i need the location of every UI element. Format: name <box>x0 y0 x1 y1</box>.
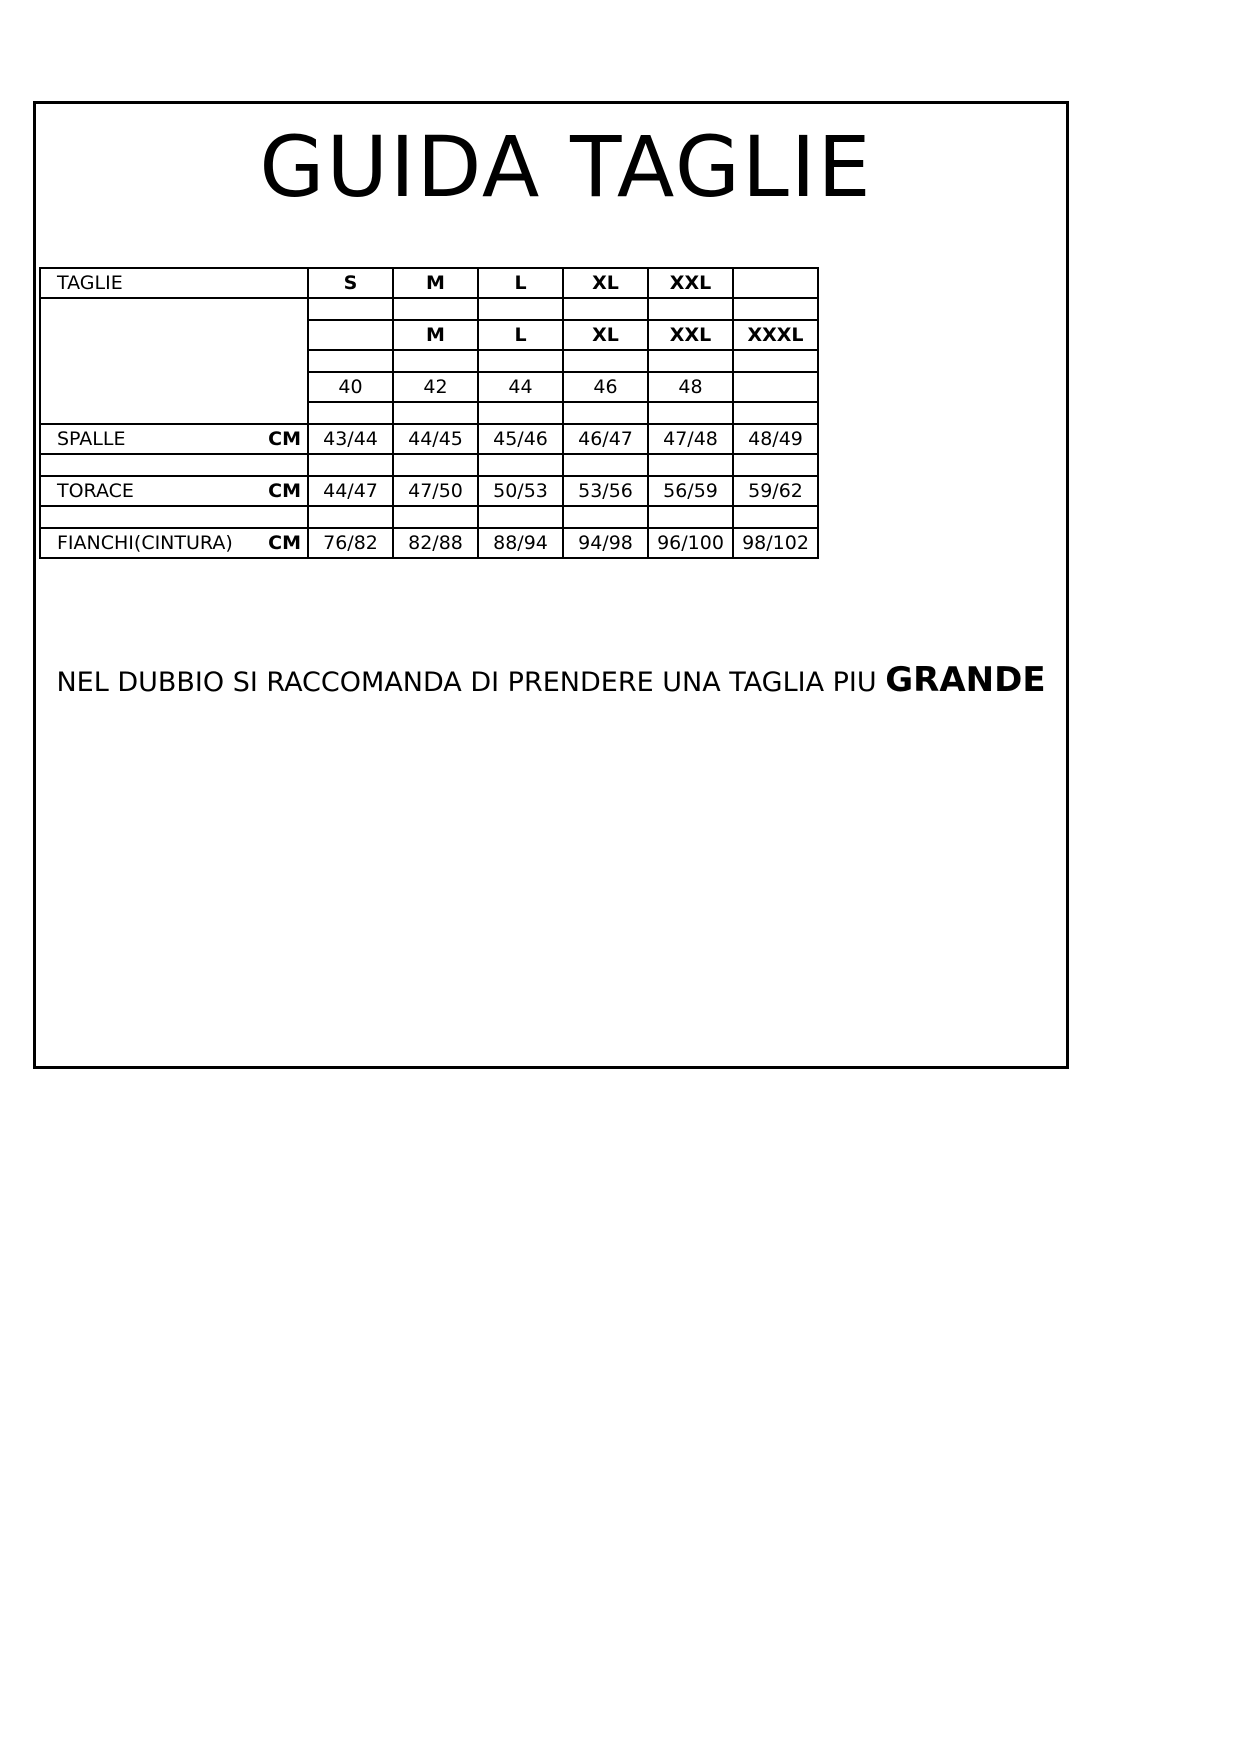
spacer-cell <box>733 506 818 528</box>
row-label-fianchi <box>40 528 308 558</box>
cell-taglie-0: S <box>308 268 393 298</box>
cell-taglie-5 <box>733 268 818 298</box>
row-label-empty-block <box>40 298 308 424</box>
spacer-cell <box>393 298 478 320</box>
spacer-cell <box>733 402 818 424</box>
table-row-fianchi <box>40 528 818 558</box>
cell-alt-4: XXL <box>648 320 733 350</box>
cell-numeric-3: 46 <box>563 372 648 402</box>
spacer-cell <box>308 454 393 476</box>
spacer-cell <box>308 298 393 320</box>
cell-alt-1: M <box>393 320 478 350</box>
spacer-cell <box>308 506 393 528</box>
spacer-cell <box>648 454 733 476</box>
cell-torace-5: 59/62 <box>733 476 818 506</box>
spacer-cell <box>478 506 563 528</box>
cell-taglie-2: L <box>478 268 563 298</box>
cell-fianchi-1: 82/88 <box>393 528 478 558</box>
spacer-cell <box>733 298 818 320</box>
cell-torace-0: 44/47 <box>308 476 393 506</box>
row-label-torace <box>40 476 308 506</box>
cell-torace-1: 47/50 <box>393 476 478 506</box>
cell-taglie-4: XXL <box>648 268 733 298</box>
cell-numeric-4: 48 <box>648 372 733 402</box>
spacer-cell <box>563 298 648 320</box>
spacer-cell <box>563 402 648 424</box>
cell-fianchi-5: 98/102 <box>733 528 818 558</box>
row-label-fianchi-text: FIANCHI(CINTURA) <box>57 532 233 554</box>
cell-alt-3: XL <box>563 320 648 350</box>
spacer-cell <box>478 350 563 372</box>
cell-spalle-4: 47/48 <box>648 424 733 454</box>
spacer-cell <box>733 350 818 372</box>
cell-spalle-0: 43/44 <box>308 424 393 454</box>
page-title: GUIDA TAGLIE <box>259 118 873 216</box>
table-row <box>40 268 818 298</box>
table-row-spalle <box>40 424 818 454</box>
spacer-cell <box>648 350 733 372</box>
cell-torace-3: 53/56 <box>563 476 648 506</box>
spacer-cell <box>393 350 478 372</box>
spacer-cell <box>648 402 733 424</box>
cell-spalle-2: 45/46 <box>478 424 563 454</box>
table-row-torace <box>40 476 818 506</box>
row-label-torace-text: TORACE <box>57 480 134 502</box>
cell-alt-0 <box>308 320 393 350</box>
cell-spalle-5: 48/49 <box>733 424 818 454</box>
row-label-spalle <box>40 424 308 454</box>
row-unit-torace: CM <box>268 480 301 502</box>
footnote <box>33 660 1069 700</box>
spacer-cell <box>563 506 648 528</box>
spacer-cell <box>478 298 563 320</box>
spacer-cell <box>563 454 648 476</box>
table-row-spacer <box>40 298 818 320</box>
spacer-cell <box>648 506 733 528</box>
row-unit-fianchi: CM <box>268 532 301 554</box>
spacer-cell <box>393 454 478 476</box>
document-border <box>33 101 1069 1069</box>
spacer-cell <box>478 402 563 424</box>
cell-taglie-3: XL <box>563 268 648 298</box>
cell-numeric-1: 42 <box>393 372 478 402</box>
spacer-cell <box>308 402 393 424</box>
cell-numeric-2: 44 <box>478 372 563 402</box>
row-unit-spalle: CM <box>268 428 301 450</box>
cell-fianchi-4: 96/100 <box>648 528 733 558</box>
cell-torace-4: 56/59 <box>648 476 733 506</box>
size-guide-table <box>39 267 819 559</box>
spacer-cell <box>563 350 648 372</box>
cell-torace-2: 50/53 <box>478 476 563 506</box>
spacer-cell <box>478 454 563 476</box>
cell-alt-2: L <box>478 320 563 350</box>
spacer-cell <box>733 454 818 476</box>
spacer-cell <box>40 454 308 476</box>
cell-numeric-5 <box>733 372 818 402</box>
cell-alt-5: XXXL <box>733 320 818 350</box>
table-row-spacer <box>40 454 818 476</box>
cell-fianchi-2: 88/94 <box>478 528 563 558</box>
spacer-cell <box>308 350 393 372</box>
spacer-cell <box>40 506 308 528</box>
footnote-text: NEL DUBBIO SI RACCOMANDA DI PRENDERE UNA TAGLIA PIU <box>56 667 877 698</box>
spacer-cell <box>393 402 478 424</box>
row-label-taglie: TAGLIE <box>40 268 308 298</box>
spacer-cell <box>648 298 733 320</box>
footnote-emphasis: GRANDE <box>885 660 1046 700</box>
table-row-spacer <box>40 506 818 528</box>
cell-numeric-0: 40 <box>308 372 393 402</box>
row-label-spalle-text: SPALLE <box>57 428 126 450</box>
cell-fianchi-3: 94/98 <box>563 528 648 558</box>
spacer-cell <box>393 506 478 528</box>
cell-spalle-1: 44/45 <box>393 424 478 454</box>
cell-taglie-1: M <box>393 268 478 298</box>
cell-spalle-3: 46/47 <box>563 424 648 454</box>
cell-fianchi-0: 76/82 <box>308 528 393 558</box>
